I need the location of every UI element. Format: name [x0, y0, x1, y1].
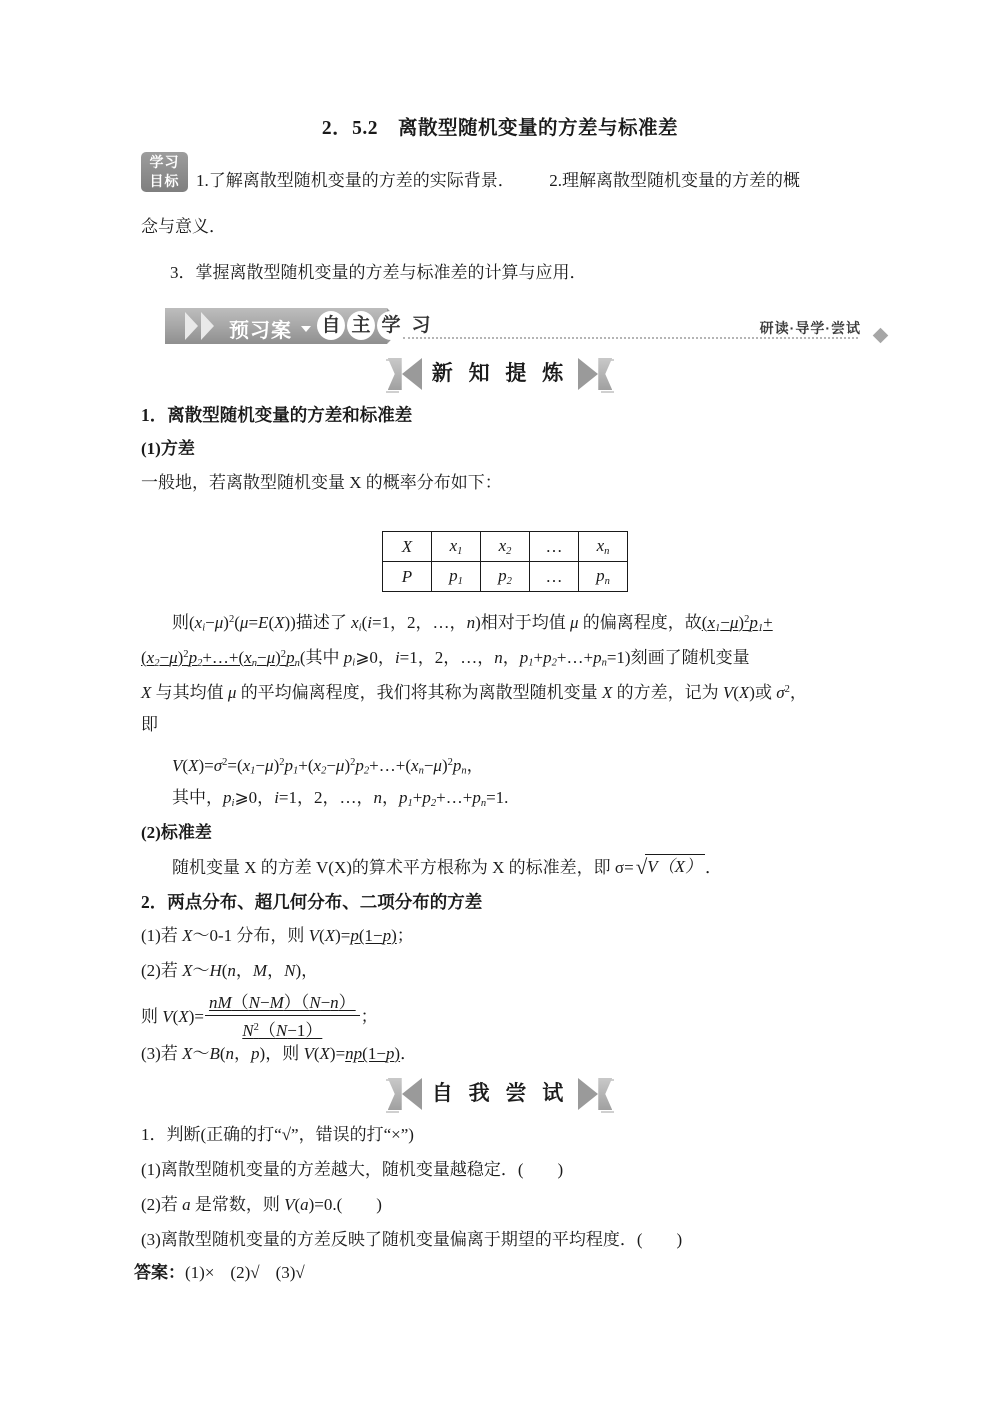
- new-knowledge-heading-wrap: [0, 358, 1000, 395]
- fraction-numerator: nM（N−M）（N−n）: [205, 992, 360, 1016]
- learning-goal-line-1: [196, 168, 896, 194]
- banner-oval-char-1: 自: [317, 311, 345, 340]
- self-test-question-3: (3)离散型随机变量的方差反映了随机变量偏离于期望的平均程度．( ): [141, 1230, 683, 1249]
- answer-item-2: (2)√: [230, 1263, 260, 1282]
- std-dev-radicand: V（X）: [647, 857, 702, 876]
- hex-arrow-left-2: [402, 1078, 422, 1110]
- self-test-question-2: (2)若 a 是常数，则 V(a)=0.( ): [141, 1195, 382, 1214]
- hex-arrow-right: [578, 358, 598, 390]
- variance-condition: 其中，$p_i⩾0$，i=1，2，…，n，$p_1+p_2+\dots+p_n=1$.: [172, 788, 509, 809]
- learning-goal-badge-line2: 目标: [149, 173, 180, 189]
- variance-paragraph-line-2: $(x_2-\mu)^2p_2+\dots+(x_n-\mu)^2p_n$(其中 $p_i⩾0$，i=1，2，…，n，$p_1+p_2+\dots+p_n=1$)刻画了随机变量: [141, 647, 750, 669]
- distributions-heading: 2．两点分布、超几何分布、二项分布的方差: [141, 892, 483, 912]
- page-title: 2．5.2 离散型随机变量的方差与标准差: [321, 118, 679, 139]
- banner-oval-char-2: 主: [347, 311, 375, 340]
- banner-oval-group: [317, 311, 435, 340]
- learning-goal-badge-line1: 学习: [149, 154, 180, 170]
- probability-distribution-table: [382, 531, 628, 592]
- variance-paragraph-line-1: 则$(x_i-\mu)^2(\mu=E(X))$描述了 $x_i(i=1$，2，…，n)相对于均值 μ 的偏离程度，故$(x_1-\mu)^2p_1+$: [172, 612, 773, 634]
- self-test-question-head: 1．判断(正确的打“√”，错误的打“×”): [141, 1125, 414, 1144]
- answer-item-1: (1)×: [185, 1263, 215, 1282]
- banner-oval-char-3: 学: [377, 311, 405, 340]
- distribution-item-2: (2)若 X～H(n，M，N)，: [141, 961, 319, 980]
- std-dev-period: ．: [705, 858, 722, 877]
- variance-paragraph-line-3: X 与其均值 μ 的平均偏离程度，我们将其称为离散型随机变量 X 的方差，记为 V(X)或 $\sigma^2$，: [141, 682, 807, 702]
- answer-item-3: (3)√: [275, 1263, 305, 1282]
- self-test-question-1: (1)离散型随机变量的方差越大，随机变量越稳定．( ): [141, 1160, 564, 1179]
- variance-paragraph-line-4: 即: [141, 715, 158, 734]
- learning-goal-item-2: 2.理解离散型随机变量的方差的概: [549, 171, 800, 190]
- banner-main-label: 预习案: [229, 320, 292, 342]
- cell-p-ellipsis: …: [530, 562, 579, 592]
- learning-goal-item-3: 3．掌握离散型随机变量的方差与标准差的计算与应用．: [170, 263, 587, 282]
- distribution-item-3: 则 V(X)= $\frac{nM(N-M)(N-n)}{N^2(N-1)}$ ；: [141, 993, 378, 1040]
- cell-x-1: $x_1$: [432, 532, 481, 562]
- section-banner: [141, 308, 889, 344]
- hypergeometric-fraction: [205, 992, 360, 1042]
- sqrt-icon: √V（X）: [634, 855, 705, 879]
- cell-p-label: P: [383, 562, 432, 592]
- cell-p-1: $p_1$: [432, 562, 481, 592]
- learning-goal-badge: [141, 152, 188, 192]
- learning-goal-item-1: 1.了解离散型随机变量的方差的实际背景．: [196, 171, 515, 190]
- self-test-heading-badge: [388, 1078, 613, 1110]
- knowledge-heading-1: 1．离散型随机变量的方差和标准差: [141, 405, 413, 425]
- std-dev-line: [172, 855, 722, 879]
- chevron-right-icon-2: [201, 312, 214, 340]
- table-row-x: [383, 532, 628, 562]
- knowledge-sub-1: (1)方差: [141, 439, 195, 458]
- new-knowledge-heading-label: 新 知 提 炼: [422, 358, 579, 390]
- self-test-heading-label: 自 我 尝 试: [422, 1078, 579, 1110]
- answer-label: 答案：: [134, 1263, 185, 1282]
- knowledge-intro: 一般地，若离散型随机变量 X 的概率分布如下：: [141, 473, 502, 492]
- hex-arrow-left: [402, 358, 422, 390]
- self-test-heading-wrap: [0, 1078, 1000, 1115]
- chevron-right-icon: [185, 312, 198, 340]
- triangle-down-icon: [301, 326, 311, 332]
- answer-line: [134, 1262, 305, 1284]
- banner-right-label: 研读·导学·尝试: [759, 320, 861, 336]
- new-knowledge-heading-badge: [388, 358, 613, 390]
- distribution-item-4: (3)若 X～B(n，p)，则 V(X)=np(1−p)．: [141, 1044, 418, 1063]
- cell-x-2: $x_2$: [481, 532, 530, 562]
- cell-x-label: X: [383, 532, 432, 562]
- distribution-item-1: (1)若 X～0-1 分布，则 V(X)=p(1−p)；: [141, 926, 414, 945]
- hex-arrow-right-2: [578, 1078, 598, 1110]
- variance-formula: $V(X)=\sigma^2=(x_1-\mu)^2p_1+(x_2-\mu)^2p_2+\dots+(x_n-\mu)^2p_n$，: [172, 755, 484, 777]
- cell-x-ellipsis: …: [530, 532, 579, 562]
- diamond-icon: [873, 328, 889, 344]
- cell-p-2: $p_2$: [481, 562, 530, 592]
- fraction-denominator: $N^2(N-1)$: [242, 1020, 323, 1040]
- table-row-p: [383, 562, 628, 592]
- cell-x-n: $x_n$: [579, 532, 628, 562]
- banner-oval-char-4: 习: [407, 311, 435, 340]
- knowledge-sub-2: (2)标准差: [141, 823, 212, 842]
- learning-goal-item-2-cont: 念与意义．: [141, 217, 226, 236]
- cell-p-n: $p_n$: [579, 562, 628, 592]
- std-dev-text: 随机变量 X 的方差 V(X)的算术平方根称为 X 的标准差，即 σ=: [172, 858, 634, 877]
